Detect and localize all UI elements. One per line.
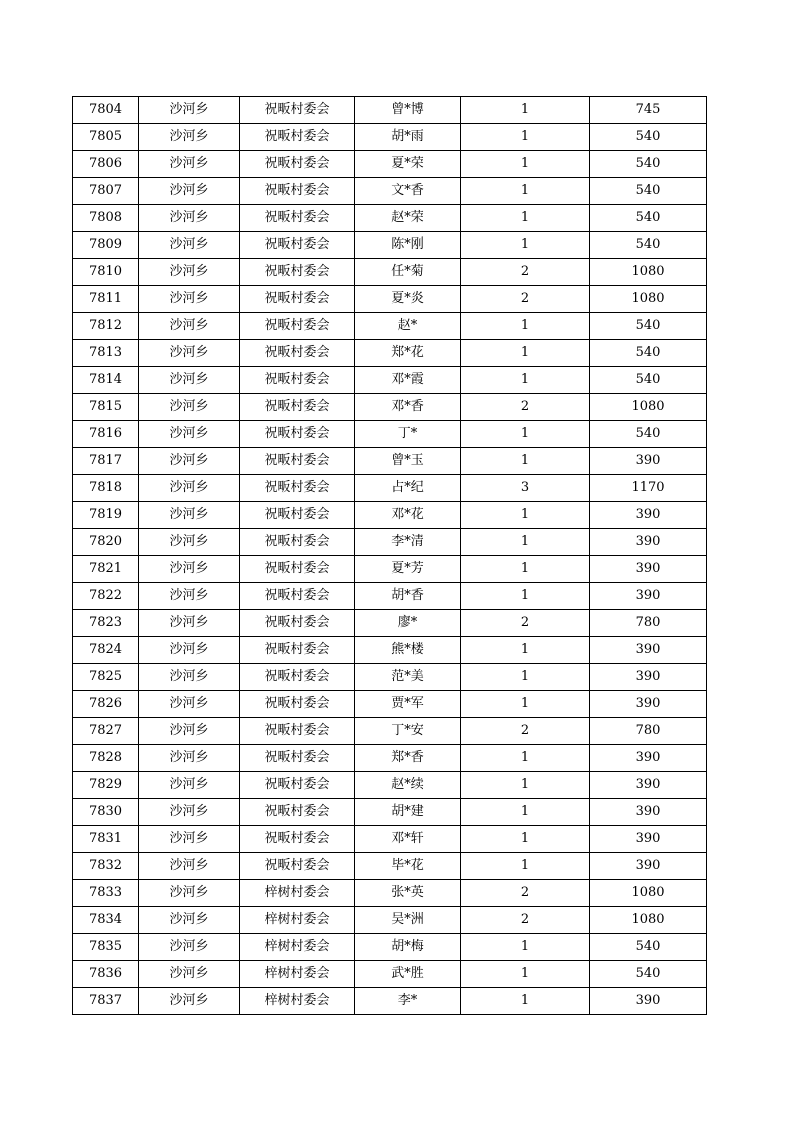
cell-village-committee: 祝畈村委会 xyxy=(240,529,355,556)
cell-amount: 540 xyxy=(590,340,707,367)
cell-record-number: 7828 xyxy=(73,745,139,772)
cell-amount: 540 xyxy=(590,421,707,448)
cell-person-name: 毕*花 xyxy=(355,853,461,880)
cell-township: 沙河乡 xyxy=(139,97,240,124)
cell-village-committee: 祝畈村委会 xyxy=(240,691,355,718)
cell-record-number: 7832 xyxy=(73,853,139,880)
cell-household-count: 1 xyxy=(461,745,590,772)
cell-village-committee: 梓树村委会 xyxy=(240,934,355,961)
cell-township: 沙河乡 xyxy=(139,394,240,421)
cell-record-number: 7826 xyxy=(73,691,139,718)
cell-village-committee: 祝畈村委会 xyxy=(240,610,355,637)
cell-household-count: 1 xyxy=(461,988,590,1015)
cell-person-name: 陈*刚 xyxy=(355,232,461,259)
cell-amount: 540 xyxy=(590,178,707,205)
cell-township: 沙河乡 xyxy=(139,340,240,367)
cell-record-number: 7814 xyxy=(73,367,139,394)
cell-record-number: 7811 xyxy=(73,286,139,313)
cell-amount: 745 xyxy=(590,97,707,124)
cell-person-name: 丁*安 xyxy=(355,718,461,745)
cell-village-committee: 梓树村委会 xyxy=(240,880,355,907)
cell-person-name: 武*胜 xyxy=(355,961,461,988)
table-row xyxy=(73,205,707,232)
cell-record-number: 7806 xyxy=(73,151,139,178)
cell-household-count: 1 xyxy=(461,529,590,556)
cell-person-name: 熊*楼 xyxy=(355,637,461,664)
cell-person-name: 张*英 xyxy=(355,880,461,907)
cell-household-count: 2 xyxy=(461,286,590,313)
cell-township: 沙河乡 xyxy=(139,529,240,556)
cell-record-number: 7827 xyxy=(73,718,139,745)
cell-person-name: 赵*续 xyxy=(355,772,461,799)
cell-household-count: 1 xyxy=(461,826,590,853)
table-body xyxy=(73,97,707,1015)
table-row xyxy=(73,286,707,313)
cell-record-number: 7819 xyxy=(73,502,139,529)
cell-person-name: 胡*雨 xyxy=(355,124,461,151)
cell-household-count: 1 xyxy=(461,502,590,529)
table-row xyxy=(73,556,707,583)
cell-amount: 390 xyxy=(590,583,707,610)
cell-record-number: 7830 xyxy=(73,799,139,826)
cell-record-number: 7809 xyxy=(73,232,139,259)
cell-record-number: 7821 xyxy=(73,556,139,583)
cell-record-number: 7824 xyxy=(73,637,139,664)
document-page xyxy=(72,96,706,1015)
cell-amount: 390 xyxy=(590,988,707,1015)
cell-record-number: 7831 xyxy=(73,826,139,853)
cell-household-count: 1 xyxy=(461,934,590,961)
table-row xyxy=(73,610,707,637)
cell-person-name: 胡*建 xyxy=(355,799,461,826)
cell-village-committee: 祝畈村委会 xyxy=(240,97,355,124)
table-row xyxy=(73,691,707,718)
cell-household-count: 1 xyxy=(461,421,590,448)
cell-person-name: 邓*香 xyxy=(355,394,461,421)
cell-township: 沙河乡 xyxy=(139,475,240,502)
cell-record-number: 7817 xyxy=(73,448,139,475)
cell-amount: 1080 xyxy=(590,880,707,907)
cell-person-name: 吴*洲 xyxy=(355,907,461,934)
cell-person-name: 贾*军 xyxy=(355,691,461,718)
cell-village-committee: 祝畈村委会 xyxy=(240,799,355,826)
cell-village-committee: 祝畈村委会 xyxy=(240,421,355,448)
table-row xyxy=(73,502,707,529)
cell-household-count: 1 xyxy=(461,124,590,151)
cell-township: 沙河乡 xyxy=(139,826,240,853)
cell-township: 沙河乡 xyxy=(139,448,240,475)
table-row xyxy=(73,448,707,475)
cell-household-count: 1 xyxy=(461,97,590,124)
cell-township: 沙河乡 xyxy=(139,664,240,691)
cell-village-committee: 梓树村委会 xyxy=(240,961,355,988)
cell-village-committee: 祝畈村委会 xyxy=(240,394,355,421)
table-row xyxy=(73,367,707,394)
cell-household-count: 1 xyxy=(461,772,590,799)
cell-village-committee: 祝畈村委会 xyxy=(240,475,355,502)
cell-household-count: 1 xyxy=(461,313,590,340)
cell-amount: 390 xyxy=(590,799,707,826)
cell-record-number: 7822 xyxy=(73,583,139,610)
cell-amount: 1080 xyxy=(590,907,707,934)
cell-household-count: 1 xyxy=(461,556,590,583)
cell-record-number: 7815 xyxy=(73,394,139,421)
cell-village-committee: 梓树村委会 xyxy=(240,907,355,934)
cell-village-committee: 祝畈村委会 xyxy=(240,745,355,772)
cell-record-number: 7835 xyxy=(73,934,139,961)
cell-household-count: 2 xyxy=(461,259,590,286)
cell-household-count: 2 xyxy=(461,718,590,745)
table-row xyxy=(73,772,707,799)
cell-person-name: 范*美 xyxy=(355,664,461,691)
cell-township: 沙河乡 xyxy=(139,988,240,1015)
cell-amount: 540 xyxy=(590,205,707,232)
cell-village-committee: 祝畈村委会 xyxy=(240,718,355,745)
cell-township: 沙河乡 xyxy=(139,637,240,664)
cell-person-name: 丁* xyxy=(355,421,461,448)
cell-person-name: 李* xyxy=(355,988,461,1015)
cell-village-committee: 祝畈村委会 xyxy=(240,853,355,880)
table-row xyxy=(73,718,707,745)
cell-village-committee: 梓树村委会 xyxy=(240,988,355,1015)
cell-household-count: 1 xyxy=(461,340,590,367)
cell-village-committee: 祝畈村委会 xyxy=(240,178,355,205)
cell-township: 沙河乡 xyxy=(139,718,240,745)
cell-township: 沙河乡 xyxy=(139,286,240,313)
cell-amount: 390 xyxy=(590,853,707,880)
cell-person-name: 曾*玉 xyxy=(355,448,461,475)
cell-amount: 1080 xyxy=(590,394,707,421)
cell-township: 沙河乡 xyxy=(139,691,240,718)
cell-record-number: 7810 xyxy=(73,259,139,286)
table-row xyxy=(73,826,707,853)
cell-amount: 780 xyxy=(590,610,707,637)
cell-village-committee: 祝畈村委会 xyxy=(240,259,355,286)
cell-record-number: 7837 xyxy=(73,988,139,1015)
table-row xyxy=(73,232,707,259)
cell-amount: 540 xyxy=(590,232,707,259)
cell-village-committee: 祝畈村委会 xyxy=(240,772,355,799)
cell-record-number: 7833 xyxy=(73,880,139,907)
cell-township: 沙河乡 xyxy=(139,124,240,151)
cell-record-number: 7820 xyxy=(73,529,139,556)
cell-village-committee: 祝畈村委会 xyxy=(240,313,355,340)
table-row xyxy=(73,259,707,286)
table-row xyxy=(73,853,707,880)
table-row xyxy=(73,97,707,124)
cell-township: 沙河乡 xyxy=(139,583,240,610)
cell-amount: 780 xyxy=(590,718,707,745)
cell-record-number: 7816 xyxy=(73,421,139,448)
cell-person-name: 廖* xyxy=(355,610,461,637)
cell-household-count: 1 xyxy=(461,151,590,178)
cell-person-name: 曾*博 xyxy=(355,97,461,124)
cell-household-count: 1 xyxy=(461,583,590,610)
cell-household-count: 1 xyxy=(461,178,590,205)
cell-person-name: 赵*荣 xyxy=(355,205,461,232)
cell-village-committee: 祝畈村委会 xyxy=(240,151,355,178)
cell-record-number: 7805 xyxy=(73,124,139,151)
cell-amount: 390 xyxy=(590,502,707,529)
cell-township: 沙河乡 xyxy=(139,313,240,340)
cell-township: 沙河乡 xyxy=(139,151,240,178)
cell-amount: 540 xyxy=(590,313,707,340)
cell-person-name: 邓*花 xyxy=(355,502,461,529)
cell-household-count: 1 xyxy=(461,664,590,691)
cell-township: 沙河乡 xyxy=(139,880,240,907)
cell-person-name: 胡*香 xyxy=(355,583,461,610)
cell-record-number: 7812 xyxy=(73,313,139,340)
table-row xyxy=(73,880,707,907)
table-row xyxy=(73,961,707,988)
cell-village-committee: 祝畈村委会 xyxy=(240,448,355,475)
cell-household-count: 1 xyxy=(461,205,590,232)
cell-person-name: 任*菊 xyxy=(355,259,461,286)
cell-household-count: 2 xyxy=(461,880,590,907)
cell-amount: 540 xyxy=(590,367,707,394)
cell-person-name: 郑*花 xyxy=(355,340,461,367)
table-row xyxy=(73,745,707,772)
cell-village-committee: 祝畈村委会 xyxy=(240,502,355,529)
cell-record-number: 7825 xyxy=(73,664,139,691)
table-row xyxy=(73,313,707,340)
cell-household-count: 1 xyxy=(461,448,590,475)
cell-amount: 540 xyxy=(590,961,707,988)
cell-amount: 1080 xyxy=(590,259,707,286)
cell-person-name: 夏*荣 xyxy=(355,151,461,178)
cell-record-number: 7804 xyxy=(73,97,139,124)
cell-village-committee: 祝畈村委会 xyxy=(240,637,355,664)
cell-household-count: 2 xyxy=(461,610,590,637)
cell-village-committee: 祝畈村委会 xyxy=(240,124,355,151)
cell-village-committee: 祝畈村委会 xyxy=(240,232,355,259)
table-row xyxy=(73,529,707,556)
cell-village-committee: 祝畈村委会 xyxy=(240,556,355,583)
cell-record-number: 7829 xyxy=(73,772,139,799)
cell-township: 沙河乡 xyxy=(139,502,240,529)
cell-township: 沙河乡 xyxy=(139,934,240,961)
cell-township: 沙河乡 xyxy=(139,205,240,232)
cell-amount: 540 xyxy=(590,124,707,151)
cell-household-count: 1 xyxy=(461,367,590,394)
cell-amount: 390 xyxy=(590,691,707,718)
cell-amount: 390 xyxy=(590,772,707,799)
cell-village-committee: 祝畈村委会 xyxy=(240,340,355,367)
table-row xyxy=(73,934,707,961)
table-row xyxy=(73,583,707,610)
cell-township: 沙河乡 xyxy=(139,232,240,259)
cell-village-committee: 祝畈村委会 xyxy=(240,367,355,394)
cell-household-count: 2 xyxy=(461,394,590,421)
cell-person-name: 夏*芳 xyxy=(355,556,461,583)
cell-amount: 390 xyxy=(590,556,707,583)
cell-township: 沙河乡 xyxy=(139,745,240,772)
cell-record-number: 7808 xyxy=(73,205,139,232)
cell-amount: 1170 xyxy=(590,475,707,502)
table-row xyxy=(73,988,707,1015)
cell-township: 沙河乡 xyxy=(139,178,240,205)
cell-person-name: 占*纪 xyxy=(355,475,461,502)
cell-township: 沙河乡 xyxy=(139,367,240,394)
cell-household-count: 1 xyxy=(461,799,590,826)
cell-township: 沙河乡 xyxy=(139,772,240,799)
cell-amount: 390 xyxy=(590,529,707,556)
cell-village-committee: 祝畈村委会 xyxy=(240,826,355,853)
table-row xyxy=(73,799,707,826)
cell-amount: 390 xyxy=(590,448,707,475)
cell-household-count: 1 xyxy=(461,961,590,988)
cell-township: 沙河乡 xyxy=(139,421,240,448)
table-row xyxy=(73,394,707,421)
cell-amount: 540 xyxy=(590,934,707,961)
cell-household-count: 1 xyxy=(461,637,590,664)
table-row xyxy=(73,340,707,367)
table-row xyxy=(73,664,707,691)
cell-township: 沙河乡 xyxy=(139,961,240,988)
cell-record-number: 7834 xyxy=(73,907,139,934)
cell-township: 沙河乡 xyxy=(139,610,240,637)
cell-person-name: 邓*霞 xyxy=(355,367,461,394)
cell-record-number: 7836 xyxy=(73,961,139,988)
cell-village-committee: 祝畈村委会 xyxy=(240,583,355,610)
cell-person-name: 胡*梅 xyxy=(355,934,461,961)
cell-person-name: 文*香 xyxy=(355,178,461,205)
cell-amount: 390 xyxy=(590,637,707,664)
cell-record-number: 7823 xyxy=(73,610,139,637)
cell-township: 沙河乡 xyxy=(139,853,240,880)
cell-person-name: 李*清 xyxy=(355,529,461,556)
cell-person-name: 夏*炎 xyxy=(355,286,461,313)
cell-person-name: 邓*轩 xyxy=(355,826,461,853)
cell-township: 沙河乡 xyxy=(139,556,240,583)
table-row xyxy=(73,151,707,178)
cell-household-count: 1 xyxy=(461,691,590,718)
table-row xyxy=(73,124,707,151)
cell-record-number: 7818 xyxy=(73,475,139,502)
cell-township: 沙河乡 xyxy=(139,259,240,286)
cell-amount: 1080 xyxy=(590,286,707,313)
cell-village-committee: 祝畈村委会 xyxy=(240,664,355,691)
cell-amount: 540 xyxy=(590,151,707,178)
table-row xyxy=(73,421,707,448)
cell-person-name: 赵* xyxy=(355,313,461,340)
cell-record-number: 7813 xyxy=(73,340,139,367)
cell-amount: 390 xyxy=(590,745,707,772)
cell-village-committee: 祝畈村委会 xyxy=(240,205,355,232)
cell-amount: 390 xyxy=(590,664,707,691)
cell-village-committee: 祝畈村委会 xyxy=(240,286,355,313)
cell-amount: 390 xyxy=(590,826,707,853)
cell-household-count: 1 xyxy=(461,853,590,880)
cell-township: 沙河乡 xyxy=(139,799,240,826)
table-row xyxy=(73,178,707,205)
table-row xyxy=(73,637,707,664)
cell-household-count: 1 xyxy=(461,232,590,259)
cell-household-count: 3 xyxy=(461,475,590,502)
cell-record-number: 7807 xyxy=(73,178,139,205)
cell-township: 沙河乡 xyxy=(139,907,240,934)
data-table xyxy=(72,96,707,1015)
table-row xyxy=(73,475,707,502)
cell-household-count: 2 xyxy=(461,907,590,934)
cell-person-name: 郑*香 xyxy=(355,745,461,772)
table-row xyxy=(73,907,707,934)
